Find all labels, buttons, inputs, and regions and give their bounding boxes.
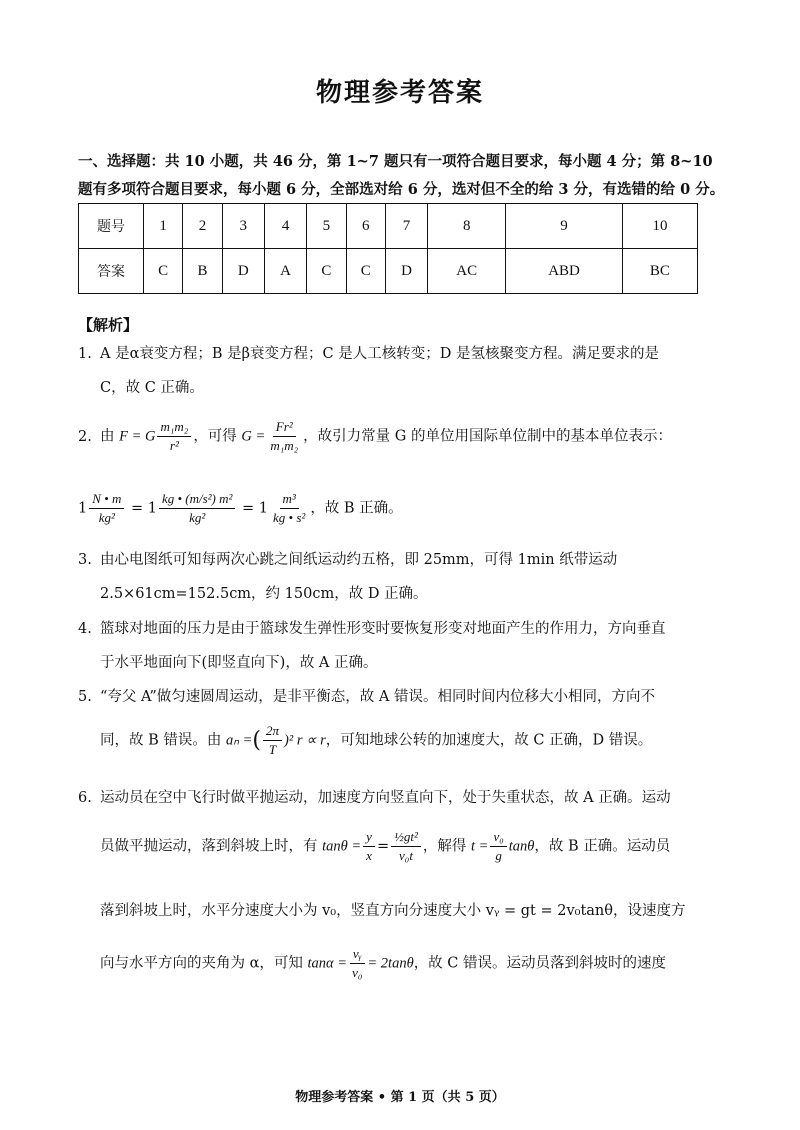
fraction [157,418,191,455]
text-line: C，故 C 正确。 [100,380,204,396]
table-cell: 5 [307,204,346,249]
table-cell: B [183,249,222,294]
table-cell: C [144,249,183,294]
text-segment: 员做平抛运动，落到斜坡上时，有 [100,838,318,855]
equals: = 1 [242,500,269,517]
text-line: A 是α衰变方程；B 是β衰变方程；C 是人工核转变；D 是氢核聚变方程。满足要求的是 [100,346,659,362]
numerator: ½gt² [391,828,421,847]
text-segment: ，故引力常量 G 的单位用国际单位制中的基本单位表示： [303,428,672,445]
formula-rhs: = 2tanθ [367,955,414,972]
numerator: N • m [89,490,124,509]
text-line: 落到斜坡上时，水平分速度大小为 v₀，竖直方向分速度大小 vᵧ = gt = 2v₀tanθ，设速度方 [100,903,686,919]
denominator: g [495,848,502,863]
table-cell: ABD [506,249,623,294]
denominator: kg² [98,510,115,525]
question-number: 4. [78,621,92,637]
analysis-heading: 【解析】 [78,316,139,334]
text-segment: 同，故 B 错误。由 [100,732,222,749]
fraction [159,490,235,527]
denominator: kg • s² [273,510,306,525]
section-intro: 一、选择题：共 10 小题，共 46 分，第 1~7 题只有一项符合题目要求，每小题 4 分；第 8~10 题有多项符合题目要求，每小题 6 分，全部选对给 6 分，选对但不全的给 3 分，有选错的给 0 分。 [78,153,725,198]
question-number: 3. [78,552,92,568]
table-row-answers [79,249,698,294]
table-cell: 1 [144,204,183,249]
row-header-answer: 答案 [79,249,144,294]
answer-table [78,203,698,294]
answer-2 [78,418,708,455]
numerator: m₁m₂ [157,418,191,437]
table-cell: BC [622,249,697,294]
table-cell: A [264,249,306,294]
numerator: kg • (m/s²) m² [159,490,235,509]
fraction [270,490,308,527]
table-cell: AC [428,249,506,294]
fraction [349,945,365,982]
table-cell: 9 [506,204,623,249]
fraction [490,828,506,865]
fraction [363,828,375,865]
formula-lhs: t = [470,838,489,855]
answer-5 [78,682,708,712]
formula-rhs: )² r ∝ r [284,732,326,749]
fraction [267,418,301,455]
denominator: m₁m₂ [270,438,299,453]
page-title: 物理参考答案 [315,78,484,108]
answer-1 [78,339,708,403]
answer-6-formula-line-2 [78,945,708,982]
table-cell: 4 [264,204,306,249]
text-segment: ，故 B 正确。 [310,500,403,517]
table-cell: 10 [622,204,697,249]
text-segment: ，故 B 正确。运动员 [534,838,671,855]
answer-3 [78,545,708,609]
formula-lhs: G = [241,428,266,445]
denominator: r² [169,438,179,453]
answer-4 [78,614,708,678]
text-segment: ，可得 [193,428,237,445]
fraction [89,490,124,527]
question-number: 1. [78,346,92,362]
text-line: 篮球对地面的压力是由于篮球发生弹性形变时要恢复形变对地面产生的作用力，方向垂直 [100,621,666,637]
text-line: “夸父 A”做匀速圆周运动，是非平衡态，故 A 错误。相同时间内位移大小相同，方向不 [100,689,655,705]
denominator: v₀t [399,848,413,863]
answer-5-formula-line: 同，故 B 错误。由 aₙ =( $\frac{2\pi}{T}$ )² r ∝ r，可知地球公转的加速度大，故 C 正确，D 错误。 [100,723,653,757]
text-line: 运动员在空中飞行时做平抛运动，加速度方向竖直向下，处于失重状态，故 A 正确。运动 [100,790,671,806]
denominator: kg² [189,510,206,525]
fraction [391,828,421,865]
equals: = [376,838,390,855]
formula-lhs: F = G [119,428,156,445]
question-number: 5. [78,689,92,705]
denominator: T [268,742,277,757]
denominator: x [366,848,372,863]
numerator: vᵧ [350,945,365,964]
answer-6-formula-line-1 [78,828,708,865]
text-segment: ，可知地球公转的加速度大，故 C 正确，D 错误。 [325,732,653,749]
answer-6 [78,783,708,813]
page-footer: 物理参考答案 • 第 1 页（共 5 页） [295,1090,505,1105]
row-header-number: 题号 [79,204,144,249]
numerator: v₀ [490,828,506,847]
equals: = 1 [130,500,157,517]
table-row-numbers [79,204,698,249]
table-cell: 7 [385,204,427,249]
formula-lhs: aₙ = [225,732,253,749]
text-segment: ，故 C 错误。运动员落到斜坡时的速度 [413,955,666,972]
numerator: y [363,828,375,847]
text-segment: 向与水平方向的夹角为 α，可知 [100,955,303,972]
table-cell: 3 [222,204,264,249]
table-cell: 2 [183,204,222,249]
fraction [263,722,282,759]
table-cell: C [346,249,385,294]
formula-lhs: tanθ = [322,838,362,855]
formula-lhs: tanα = [307,955,348,972]
text-line: 由心电图纸可知每两次心跳之间纸运动约五格，即 25mm，可得 1min 纸带运动 [100,552,618,568]
question-number: 2. [78,428,92,445]
numerator: 2π [263,722,282,741]
table-cell: D [222,249,264,294]
unit-derivation [78,490,708,527]
formula-rhs: tanθ [508,838,535,855]
numerator: m³ [280,490,299,509]
text-line: 2.5×61cm=152.5cm，约 150cm，故 D 正确。 [100,586,428,602]
table-cell: 8 [428,204,506,249]
denominator: v₀ [352,965,363,980]
table-cell: C [307,249,346,294]
question-number: 6. [78,790,92,806]
numerator: Fr² [273,418,296,437]
table-cell: 6 [346,204,385,249]
coefficient: 1 [78,500,88,517]
table-cell: D [385,249,427,294]
text-segment: ，解得 [422,838,467,855]
text-line: 于水平地面向下(即竖直向下)，故 A 正确。 [100,655,378,671]
text-segment: 由 [100,428,115,445]
